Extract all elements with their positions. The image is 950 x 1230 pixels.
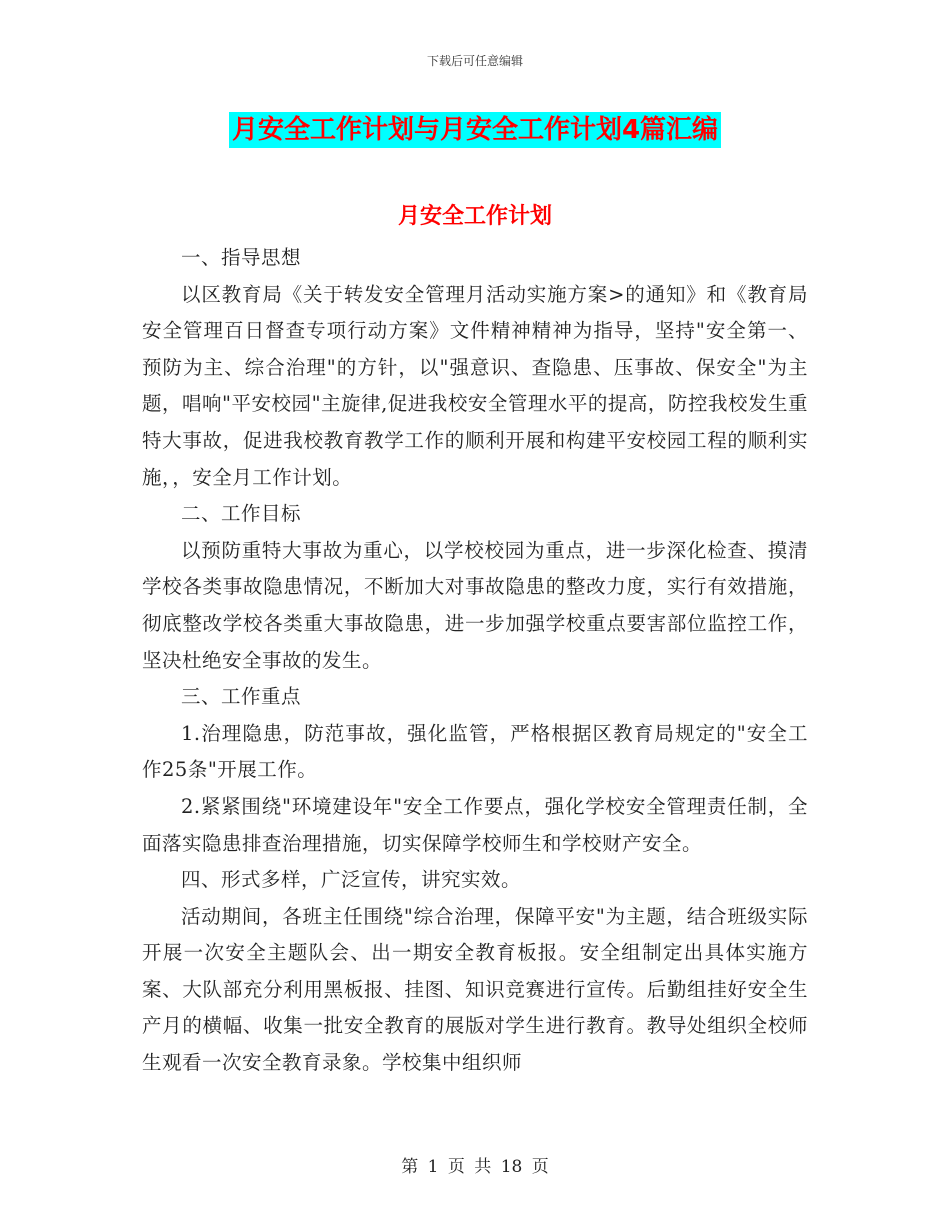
sub-title: 月安全工作计划 xyxy=(397,204,552,229)
section-heading-work-goals: 二、工作目标 xyxy=(181,502,302,526)
page-footer: 第 1 页 共 18 页 xyxy=(401,1157,549,1177)
document-body xyxy=(142,220,808,1082)
paragraph-guiding-ideology: 以区教育局《关于转发安全管理月活动实施方案>的通知》和《教育局安全管理百日督查专项行动方案》文件精神精神为指导，坚持"安全第一、预防为主、综合治理"的方针，以"强意识、查隐患、压事故、保安全"为主题，唱响"平安校园"主旋律,促进我校安全管理水平的提高，防控我校发生重特大事故，促进我校教育教学工作的顺利开展和构建平安校园工程的顺利实施，，安全月工作计划。 xyxy=(142,282,808,489)
paragraph-publicity: 活动期间，各班主任围绕"综合治理，保障平安"为主题，结合班级实际开展一次安全主题队会、出一期安全教育板报。安全组制定出具体实施方案、大队部充分利用黑板报、挂图、知识竞赛进行宣传。后勤组挂好安全生产月的横幅、收集一批安全教育的展版对学生进行教育。教导处组织全校师生观看一次安全教育录象。学校集中组织师 xyxy=(142,904,808,1075)
section-heading-guiding-ideology: 一、指导思想 xyxy=(181,246,302,269)
paragraph-work-goals: 以预防重特大事故为重心，以学校校园为重点，进一步深化检查、摸清学校各类事故隐患情况，不断加大对事故隐患的整改力度，实行有效措施，彻底整改学校各类重大事故隐患，进一步加强学校重点要害部位监控工作，坚决杜绝安全事故的发生。 xyxy=(142,538,808,672)
section-heading-publicity: 四、形式多样，广泛宣传，讲究实效。 xyxy=(181,868,522,892)
section-heading-work-focus: 三、工作重点 xyxy=(181,685,302,709)
paragraph-focus-item-2: 2.紧紧围绕"环境建设年"安全工作要点，强化学校安全管理责任制，全面落实隐患排查治理措施，切实保障学校师生和学校财产安全。 xyxy=(142,794,808,855)
main-title-wrap xyxy=(0,112,950,148)
paragraph-focus-item-1: 1.治理隐患，防范事故，强化监管，严格根据区教育局规定的"安全工作25条"开展工作。 xyxy=(142,721,808,782)
main-title: 月安全工作计划与月安全工作计划4篇汇编 xyxy=(229,112,721,148)
header-note: 下载后可任意编辑 xyxy=(426,54,523,68)
